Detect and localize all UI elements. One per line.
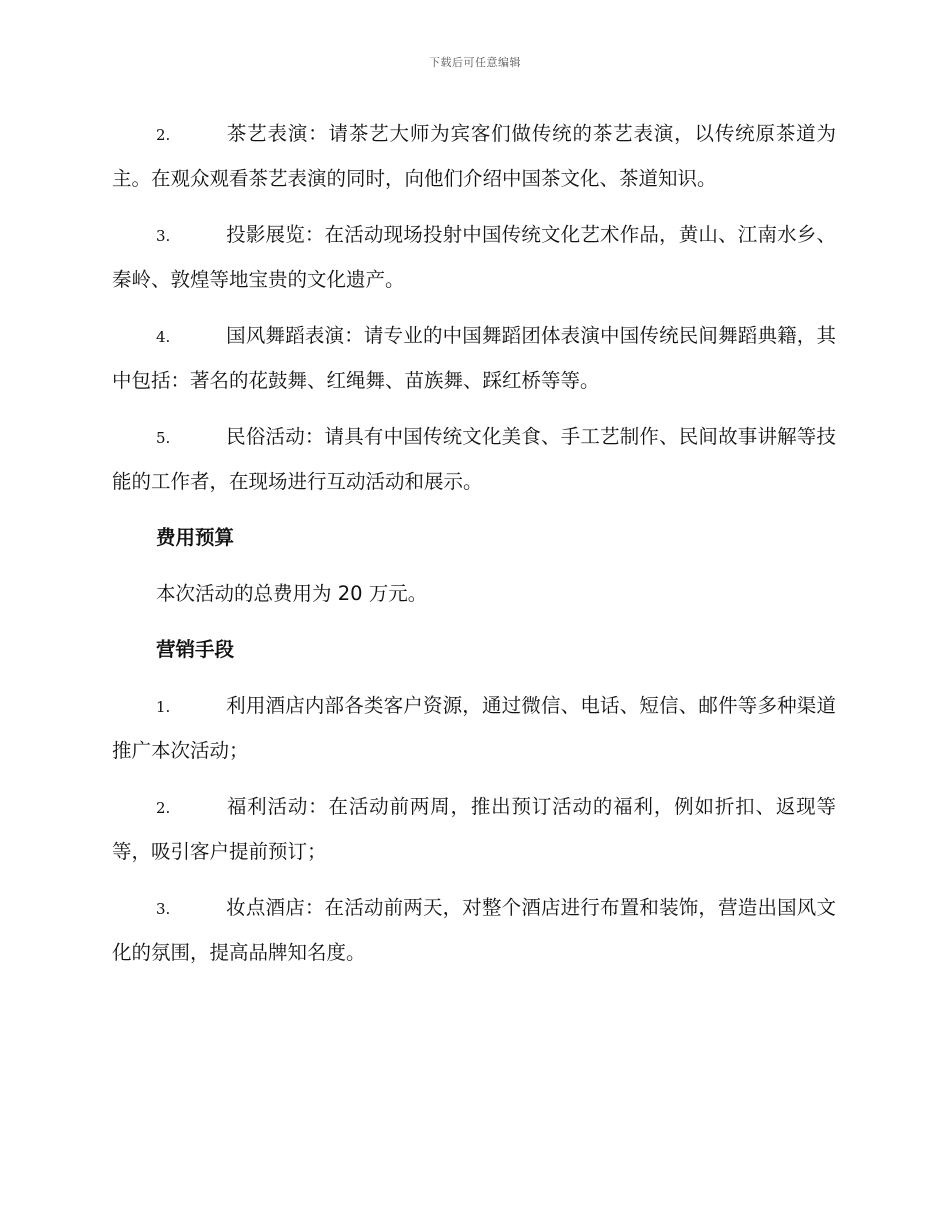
page-header-note: 下载后可任意编辑 — [429, 56, 521, 69]
marketing-item-channels — [112, 684, 836, 773]
list-item-text: 茶艺表演：请茶艺大师为宾客们做传统的茶艺表演，以传统原茶道为主。在观众观看茶艺表演的同时，向他们介绍中国茶文化、茶道知识。 — [112, 122, 836, 190]
list-number: 1. — [156, 698, 171, 716]
list-number: 5. — [156, 429, 171, 447]
activity-item-projection — [112, 213, 836, 302]
list-item-text: 民俗活动：请具有中国传统文化美食、手工艺制作、民间故事讲解等技能的工作者，在现场进行互动活动和展示。 — [112, 425, 836, 493]
list-number: 4. — [156, 328, 171, 346]
activity-item-folk — [112, 415, 836, 504]
document-body — [112, 112, 836, 987]
budget-text: 本次活动的总费用为 20 万元。 — [156, 582, 428, 605]
list-item-text: 妆点酒店：在活动前两天，对整个酒店进行布置和装饰，营造出国风文化的氛围，提高品牌知名度。 — [112, 896, 836, 964]
marketing-heading: 营销手段 — [156, 638, 235, 661]
list-item-text: 福利活动：在活动前两周，推出预订活动的福利，例如折扣、返现等等，吸引客户提前预订； — [112, 795, 836, 863]
list-item-text: 国风舞蹈表演：请专业的中国舞蹈团体表演中国传统民间舞蹈典籍，其中包括：著名的花鼓舞、红绳舞、苗族舞、踩红桥等等。 — [112, 324, 836, 392]
activity-item-dance — [112, 314, 836, 403]
marketing-item-benefits — [112, 785, 836, 874]
list-item-text: 利用酒店内部各类客户资源，通过微信、电话、短信、邮件等多种渠道推广本次活动； — [112, 694, 836, 762]
list-number: 3. — [156, 227, 171, 245]
list-number: 2. — [156, 799, 171, 817]
budget-heading: 费用预算 — [156, 526, 235, 549]
marketing-item-decoration — [112, 886, 836, 975]
list-item-text: 投影展览：在活动现场投射中国传统文化艺术作品，黄山、江南水乡、秦岭、敦煌等地宝贵的文化遗产。 — [112, 223, 836, 291]
list-number: 3. — [156, 900, 171, 918]
list-number: 2. — [156, 126, 171, 144]
activity-item-tea-ceremony — [112, 112, 836, 201]
